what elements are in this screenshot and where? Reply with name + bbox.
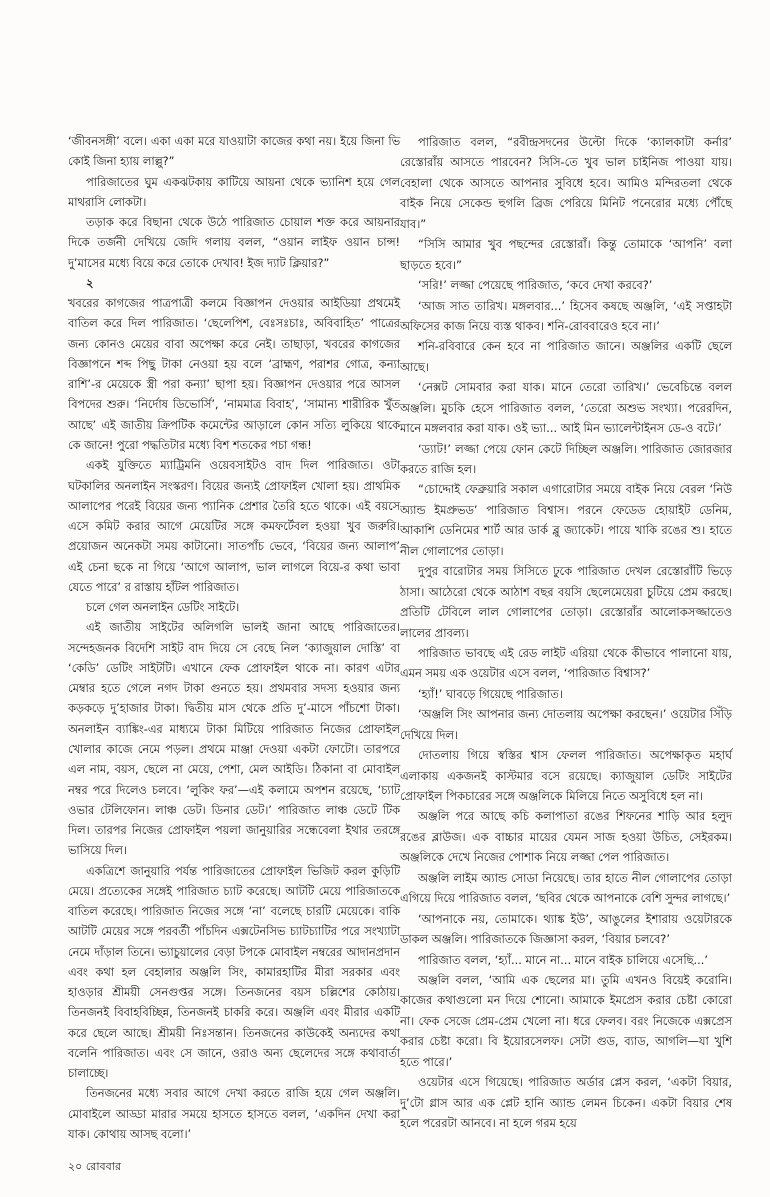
paragraph: “সিসি আমার খুব পছন্দের রেস্তোরাঁ। কিন্তু তোমাকে ‘আপনি’ বলা ছাড়তে হবে।” (400, 237, 732, 272)
paragraph: ‘সরি!’ লজ্জা পেয়েছে পারিজাত, ‘কবে দেখা করবে?’ (418, 278, 653, 293)
paragraph: শনি-রবিবারে কেন হবে না পারিজাত জানে। অঞ্জলির একটি ছেলে আছে। (400, 339, 732, 374)
page-footer (68, 1158, 121, 1177)
paragraph: ‘আজ সাত তারিখ। মঙ্গলবার...’ হিসেব কষছে অঞ্জলি, ‘এই সপ্তাহটা অফিসের কাজ নিয়ে ব্যস্ত থাকব। শনি-রোববারেও হবে না।’ (400, 298, 732, 333)
right-column (400, 132, 732, 1133)
page-number: ২০ (68, 1160, 83, 1173)
publication-name: রোববার (85, 1160, 122, 1173)
paragraph: ‘হ্যাঁ!’ ঘাবড়ে গিয়েছে পারিজাত। (418, 686, 563, 701)
paragraph: তিনজনের মধ্যে সবার আগে দেখা করতে রাজি হয়ে গেল অঞ্জলি। মোবাইলে আড্ডা মারার সময়ে হাসতে হাসতে বলল, ‘একদিন দেখা করা যাক। কোথায় আসছ বলো।’ (68, 1087, 400, 1142)
paragraph: ‘ড্যাট!’ লজ্জা পেয়ে ফোন কেটে দিচ্ছিল অঞ্জলি। পারিজাত জোরজার করতে রাজি হল। (400, 441, 732, 476)
paragraph: “চোদ্দোই ফেব্রুয়ারি সকাল এগারোটার সময়ে বাইক নিয়ে বেরল ‘নিউ অ্যান্ড ইমপ্রুভড’ পারিজাত বিশ্বাস। পরনে ফেডেড হোয়াইট ডেনিম, আকাশি ডেনিমের শার্ট আর ডার্ক ব্লু জ্যাকেট। পায়ে খাকি রঙের শু। হাতে নীল গোলাপের তোড়া। (400, 482, 732, 558)
paragraph: একই যুক্তিতে ম্যাট্রিমনি ওয়েবসাইটও বাদ দিল পারিজাত। ওটা ঘটকালির অনলাইন সংস্করণ। বিয়ের জন্যই প্রোফাইল খোলা হয়। প্রাথমিক আলাপের পরেই বিয়ের জন্য প্যানিক প্রেশার তৈরি হতে থাকে। এই বয়সে এসে কমিট করার আগে মেয়েটির সঙ্গে কমফর্টেবল হওয়া খুব জরুরি। প্রয়োজন অনেকটা সময় কাটানো। সাতপাঁচ ভেবে, ‘বিয়ের জন্য আলাপ’ এই চেনা ছকে না গিয়ে ‘আগে আলাপ, ভাল লাগলে বিয়ে-র কথা ভাবা যেতে পারে’ র রাস্তায় হাঁটল পারিজাত। (68, 459, 400, 594)
paragraph: অঞ্জলি পরে আছে কচি কলাপাতা রঙের শিফনের শাড়ি আর হলুদ রঙের ব্লাউজ। এক বাচ্চার মায়ের যেমন সাজ হওয়া উচিত, সেইরকম। অঞ্জলিকে দেখে নিজের পোশাক নিয়ে লজ্জা পেল পারিজাত। (400, 809, 732, 865)
paragraph: খবরের কাগজের পাত্রপাত্রী কলমে বিজ্ঞাপন দেওয়ার আইডিয়া প্রথমেই বাতিল করে দিল পারিজাত। ‘ছেলেপিশ, বেঃসঃচাঃ, অবিবাহিত’ পাত্রের জন্য কোনও মেয়ের বাবা অপেক্ষা করে নেই। তাছাড়া, খবরের কাগজের বিজ্ঞাপনে শব্দ পিছু টাকা নেওয়া হয় বলে ‘ব্রাহ্মণ, পরাশর গোত্র, কন্যা রাশি’-র মেয়েকে স্ত্রী পরা কন্যা’ ছাপা হয়। বিজ্ঞাপন দেওয়ার পরে আসল বিপদের শুরু। ‘নির্দোষ ডিভোর্সি’, ‘নামমাত্র বিবাহ’, ‘সামান্য শারীরিক খুঁত আছে’ এই জাতীয় ক্রিপটিক কমেন্টের আড়ালে কোন সত্যি লুকিয়ে থাকে কে জানে! পুরো পদ্ধতিটার মধ্যে বিশ শতকের পচা গন্ধ! (68, 297, 400, 452)
paragraph: এই জাতীয় সাইটের অলিগলি ভালই জানা আছে পারিজাতের। সন্দেহজনক বিদেশি সাইট বাদ দিয়ে সে বেছে নিল ‘ক্যাজুয়াল দোস্তি’ বা ‘কেডি’ ডেটিং সাইটটি। এখানে ফেক প্রোফাইল থাকে না। কারণ এটার মেম্বার হতে গেলে নগদ টাকা গুনতে হয়। প্রথমবার সদস্য হওয়ার জন্য কড়কড়ে দু’হাজার টাকা। দ্বিতীয় মাস থেকে প্রতি দু’-মাসে পাঁচশো টাকা। অনলাইন ব্যাঙ্কিং-এর মাধ্যমে টাকা মিটিয়ে পারিজাত নিজের প্রোফাইল খোলার কাজে নেমে পড়ল। প্রথমে মাঞ্জা দেওয়া একটা ফোটো। তারপরে এল নাম, বয়স, ছেলে না মেয়ে, পেশা, মেল আইডি। ঠিকানা বা মোবাইল নম্বর পরে দিলেও চলবে। ‘লুকিং ফর’—এই কলামে অপশন রয়েছে, ‘চ্যাট ওভার টেলিফোন। লাঞ্চ ডেট। ডিনার ডেট।’ পারিজাত লাঞ্চ ডেটে টিক দিল। তারপর নিজের প্রোফাইল পয়লা জানুয়ারির সন্ধেবেলা ইথার তরঙ্গে ভাসিয়ে দিল। (68, 621, 400, 858)
paragraph: ‘নেক্সট সোমবার করা যাক। মানে তেরো তারিখ।’ ভেবেচিন্তে বলল অঞ্জলি। মুচকি হেসে পারিজাত বলল, ‘তেরো অশুভ সংখ্যা। পরেরদিন, মানে মঙ্গলবার করা যাক। ওই ভ্যা... আই মিন ভ্যালেন্টাইনস ডে-ও বটে।’ (400, 380, 732, 436)
paragraph: পারিজাত বলল, “রবীন্দ্রসদনের উল্টো দিকে ‘ক্যালকাটা কর্নার’ রেস্তোরাঁয় আসতে পারবেন? সিসি-তে খুব ভাল চাইনিজ পাওয়া যায়। বেহালা থেকে আসতে আপনার সুবিধে হবে। আমিও মন্দিরতলা থেকে বাইক নিয়ে সেকেন্ড হুগলি ব্রিজ পেরিয়ে মিনিট পনেরোর মধ্যে পৌঁছে যাব।” (400, 135, 732, 231)
paragraph: পারিজাত ভাবছে এই রেড লাইট এরিয়া থেকে কীভাবে পালানো যায়, এমন সময় এক ওয়েটার এসে বলল, ‘পারিজাত বিশ্বাস?’ (400, 645, 732, 681)
paragraph: দোতলায় গিয়ে স্বস্তির শ্বাস ফেলল পারিজাত। অপেক্ষাকৃত মহার্ঘ এলাকায় একজনই কাস্টমার বসে রয়েছে। ক্যাজুয়াল ডেটিং সাইটের প্রোফাইল পিকচারের সঙ্গে অঞ্জলিকে মিলিয়ে নিতে অসুবিধে হল না। (400, 748, 732, 803)
paragraph: ‘অঞ্জলি সিং আপনার জন্য দোতলায় অপেক্ষা করছেন।’ ওয়েটার সিঁড়ি দেখিয়ে দিল। (400, 707, 732, 742)
paragraph: ‘আপনাকে নয়, তোমাকে। থ্যাঙ্ক ইউ’, আঙুলের ইশারায় ওয়েটারকে ডাকল অঞ্জলি। পারিজাতকে জিজ্ঞাসা করল, ‘বিয়ার চলবে?’ (400, 911, 732, 947)
paragraph: একত্রিশে জানুয়ারি পর্যন্ত পারিজাতের প্রোফাইল ভিজিট করল কুড়িটি মেয়ে। প্রত্যেকের সঙ্গেই পারিজাত চ্যাট করেছে। আটটি মেয়ে পারিজাতকে বাতিল করেছে। পারিজাত নিজের সঙ্গে ‘না’ বলেছে চারটি মেয়েকে। বাকি আটটি মেয়ের সঙ্গে পরবর্তী পাঁচদিন এক্সটেনসিভ চ্যাটচ্যাটির পরে সংখ্যাটা নেমে দাঁড়াল তিনে। ভ্যাচুয়ালের বেড়া টপকে মোবাইল নম্বরের আদানপ্রদান এবং কথা হল বেহালার অঞ্জলি সিং, কামারহাটির মীরা সরকার এবং হাওড়ার শ্রীময়ী সেনগুপ্তর সঙ্গে। তিনজনের বয়স চল্লিশের কোঠায়। তিনজনই বিবাহবিচ্ছিন্ন, তিনজনই চাকরি করে। অঞ্জলি এবং মীরার একটি করে ছেলে আছে। শ্রীময়ী নিঃসন্তান। তিনজনের কাউকেই অন্যদের কথা বলেনি পারিজাত। এবং সে জানে, ওরাও অন্য ছেলেদের সঙ্গে কথাবার্তা চালাচ্ছে। (68, 864, 400, 1081)
left-column (68, 132, 400, 1145)
section-number: ২ (86, 276, 94, 290)
paragraph: অঞ্জলি লাইম অ্যান্ড সোডা নিয়েছে। তার হাতে নীল গোলাপের তোড়া এগিয়ে দিয়ে পারিজাত বলল, ‘ছবির থেকে আপনাকে বেশি সুন্দর লাগছে।’ (400, 870, 732, 906)
paragraph: পারিজাতের ঘুম একঝটকায় কাটিয়ে আয়না থেকে ভ্যানিশ হয়ে গেল মাথরাসি লোকটা। (68, 175, 400, 209)
paragraph: অঞ্জলি বলল, ‘আমি এক ছেলের মা। তুমি এখনও বিয়েই করোনি। কাজের কথাগুলো মন দিয়ে শোনো। আমাকে ইমপ্রেস করার চেষ্টা কোরো না। ফেক সেজে প্রেম-প্রেম খেলো না। ধরে ফেলব। বরং নিজেকে এক্সপ্রেস করার চেষ্টা করো। বি ইয়োরসেলফ। সেটা গুড, ব্যাড, আগলি—যা খুশি হতে পারে।’ (400, 972, 732, 1069)
paragraph: চলে গেল অনলাইন ডেটিং সাইটে। (86, 601, 240, 615)
paragraph: দুপুর বারোটার সময় সিসিতে ঢুকে পারিজাত দেখল রেস্তোরাঁটি ভিড়ে ঠাসা। আঠেরো থেকে আঠাশ বছর বয়সি ছেলেমেয়েরা চুটিয়ে প্রেম করছে। প্রতিটি টেবিলে লাল গোলাপের তোড়া। রেস্তোরাঁর আলোকসজ্জাতেও লালের প্রাবল্য। (400, 564, 732, 640)
paragraph: ‘জীবনসঙ্গী’ বলে। একা একা মরে যাওয়াটা কাজের কথা নয়। ইয়ে জিনা ভি কোই জিনা হ্যায় লাল্লু?” (68, 135, 400, 169)
paragraph: তড়াক করে বিছানা থেকে উঠে পারিজাত চোয়াল শক্ত করে আয়নার দিকে তর্জনী দেখিয়ে জেদি গলায় বলল, “ওয়ান লাইফ ওয়ান চান্স! দু’মাসের মধ্যে বিয়ে করে তোকে দেখাব! ইজ দ্যাট ক্লিয়ার?” (68, 216, 400, 270)
paragraph: পারিজাত বলল, ‘হ্যাঁ... মানে না... মানে বাইক চালিয়ে এসেছি...’ (418, 952, 708, 967)
paragraph: ওয়েটার এসে গিয়েছে। পারিজাত অর্ডার প্লেস করল, ‘একটা বিয়ার, দু’টো গ্লাস আর এক প্লেট হানি অ্যান্ড লেমন চিকেন। একটা বিয়ার শেষ হলে পরেরটা আনবে। না হলে গরম হয়ে (400, 1075, 732, 1130)
